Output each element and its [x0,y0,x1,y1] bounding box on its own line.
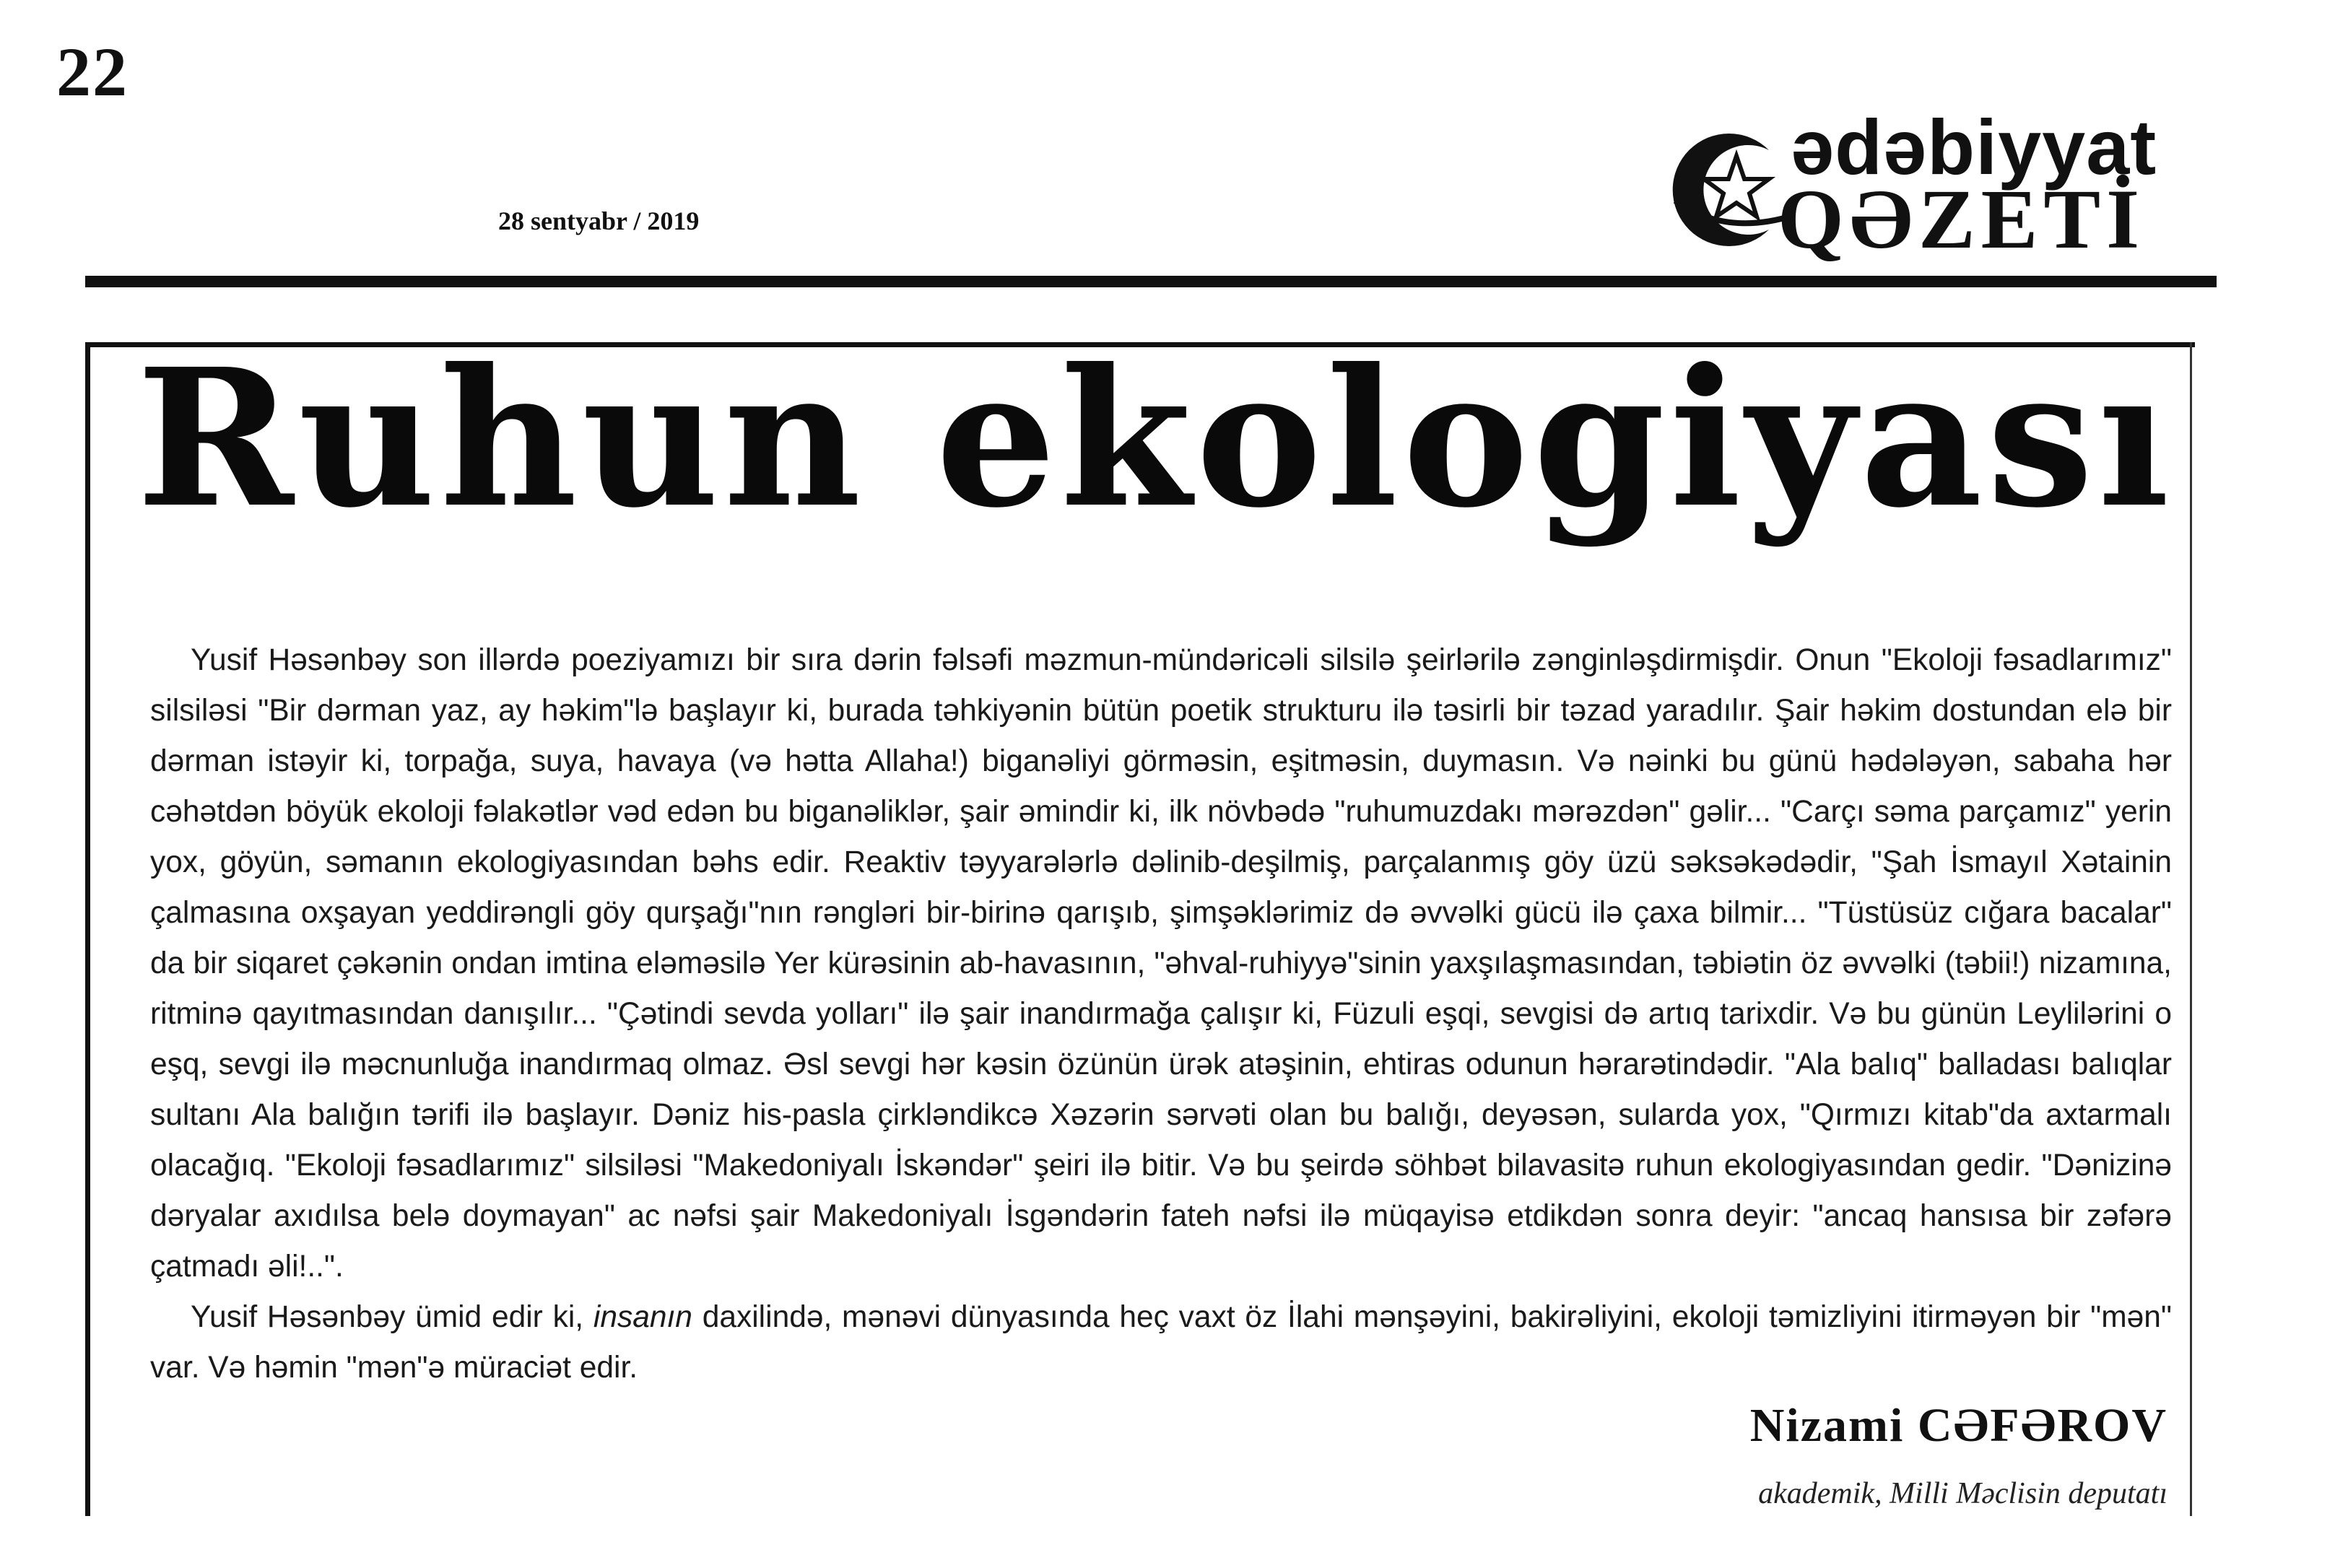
article-body [150,635,2172,1393]
header-rule [85,276,2217,287]
article-paragraph-2 [150,1292,2172,1393]
paragraph-2-end: daxilində, mənəvi dünyasında heç vaxt öz İlahi mənşəyini, bakirəliyini, ekoloji təmizliyini itirməyən bir "mən" var. Və həmin "mən"ə müraciət edir. [150,1300,2172,1385]
article-frame-right [2190,342,2192,1516]
author-role: akademik, Milli Məclisin deputatı [1758,1477,2167,1510]
article-frame-left [85,342,90,1516]
paragraph-2-start: Yusif Həsənbəy ümid edir ki, [191,1300,593,1334]
masthead-title-line1: ədəbiyyat [1791,103,2157,191]
issue-date: 28 sentyabr / 2019 [498,206,700,235]
author-name: Nizami CƏFƏROV [1749,1399,2167,1452]
page-number: 22 [56,33,129,110]
newspaper-masthead [1661,103,2157,266]
paragraph-2-emphasis: insanın [593,1300,692,1334]
article-headline: Ruhun ekologiyası [136,327,2174,549]
masthead-title-line2: QƏZETİ [1778,172,2145,266]
article-paragraph-1: Yusif Həsənbəy son illərdə poeziyamızı bir sıra dərin fəlsəfi məzmun-mündəricəli silsilə şeirlərilə zənginləşdirmişdir. Onun "Ekoloji fəsadlarımız" silsiləsi "Bir dərman yaz, ay həkim"lə başlayır ki, burada təhkiyənin bütün poetik strukturu ilə təsirli bir təzad yaradılır. Şair həkim dostundan elə bir dərman istəyir ki, torpağa, suya, havaya (və hətta Allaha!) biganəliyi görməsin, eşitməsin, duymasın. Və nəinki bu günü hədələyən, sabaha hər cəhətdən böyük ekoloji fəlakətlər vəd edən bu biganəliklər, şair əmindir ki, ilk növbədə "ruhumuzdakı mərəzdən" gəlir... "Carçı səma parçamız" yerin yox, göyün, səmanın ekologiyasından bəhs edir. Reaktiv təyyarələrlə dəlinib-deşilmiş, parçalanmış göy üzü səksəkədədir, "Şah İsmayıl Xətainin çalmasına oxşayan yeddirəngli göy qurşağı"nın rəngləri bir-birinə qarışıb, şimşəklərimiz də əvvəlki gücü ilə çaxa bilmir... "Tüstüsüz cığara bacalar" da bir siqaret çəkənin ondan imtina eləməsilə Yer kürəsinin ab-havasının, "əhval-ruhiyyə"sinin yaxşılaşmasından, təbiətin öz əvvəlki (təbii!) nizamına, ritminə qayıtmasından danışılır... "Çətindi sevda yolları" ilə şair inandırmağa çalışır ki, Füzuli eşqi, sevgisi də artıq tarixdir. Və bu günün Leylilərini o eşq, sevgi ilə məcnunluğa inandırmaq olmaz. Əsl sevgi hər kəsin özünün ürək atəşinin, ehtiras odunun hərarətindədir. "Ala balıq" balladası balıqlar sultanı Ala balığın tərifi ilə başlayır. Dəniz his-pasla çirkləndikcə Xəzərin sərvəti olan bu balığı, deyəsən, sularda yox, "Qırmızı kitab"da axtarmalı olacağıq. "Ekoloji fəsadlarımız" silsiləsi "Makedoniyalı İskəndər" şeiri ilə bitir. Və bu şeirdə söhbət bilavasitə ruhun ekologiyasından gedir. "Dənizinə dəryalar axıdılsa belə doymayan" ac nəfsi şair Makedoniyalı İsgəndərin fateh nəfsi ilə müqayisə etdikdən sonra deyir: "ancaq hansısa bir zəfərə çatmadı əli!..". [150,643,2172,1284]
